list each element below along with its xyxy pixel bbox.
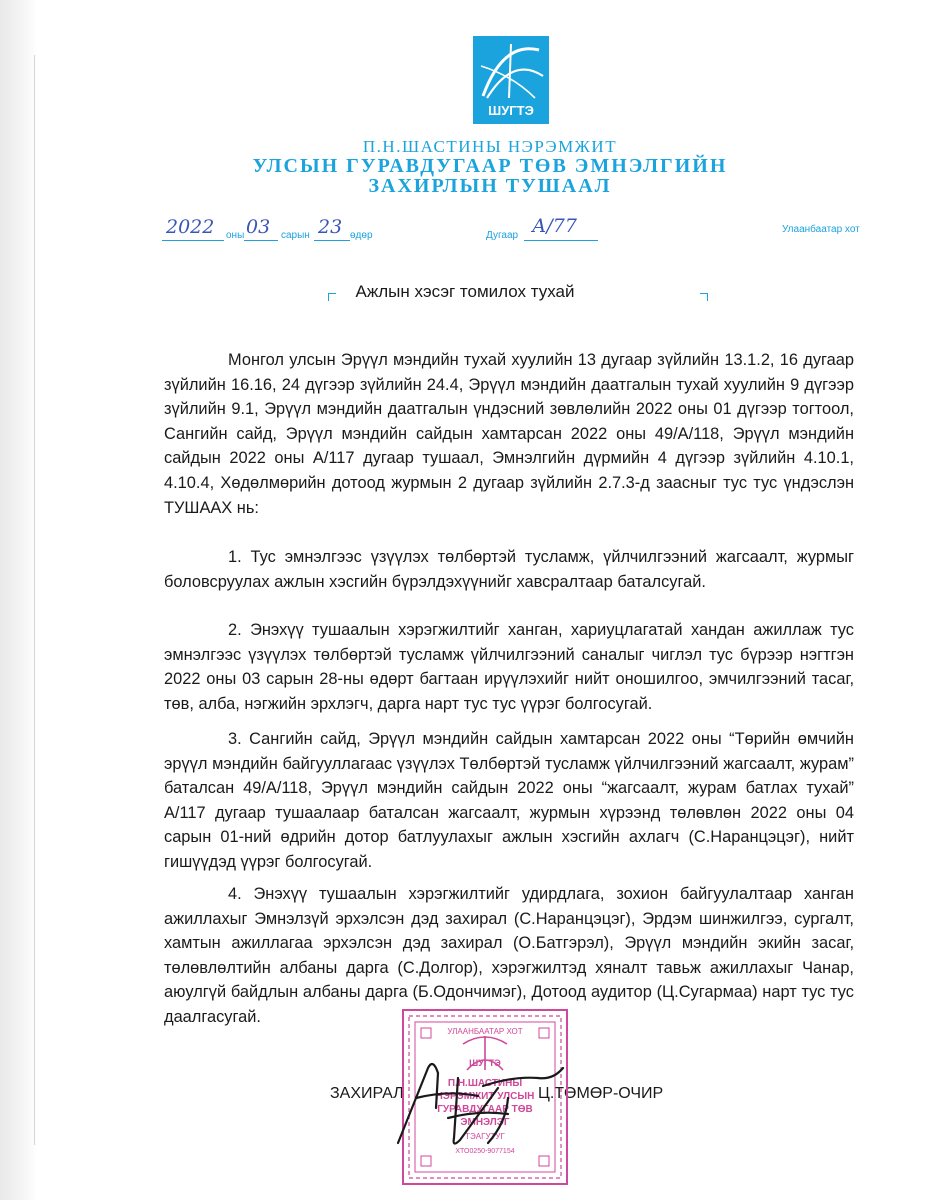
date-year: 2022: [166, 216, 215, 238]
order-item-1: 1. Тус эмнэлгээс үзүүлэх төлбөртэй тусламж, үйлчилгээний жагсаалт, журмыг боловсруулах ажлын хэсгийн бүрэлдэхүүнийг хавсралтаар баталсугай.: [164, 548, 854, 591]
stamp-line-5: ТЭАГУТУГ: [465, 1132, 505, 1141]
date-day: 23: [318, 216, 343, 238]
stamp-line-1: П.Н.ШАСТИНЫ: [447, 1078, 523, 1089]
stamp-line-4: ЭМНЭЛЭГ: [460, 1117, 510, 1128]
preamble-paragraph: Монгол улсын Эрүүл мэндийн тухай хуулийн 13 дугаар зүйлийн 13.1.2, 16 дугаар зүйлийн 16.16, 24 дүгээр зүйлийн 24.4, Эрүүл мэндийн даатгалын тухай хуулийн 9 дүгээр зүйлийн 9.1, Эрүүл мэндийн даатгалын үндэсний зөвлөлийн 2022 оны 01 дүгээр тогтоол, Сангийн сайд, Эрүүл мэндийн сайдын хамтарсан 2022 оны 49/А/118, Эрүүл мэндийн сайдын 2022 оны А/117 дугаар тушаал, Эмнэлгийн дүрмийн 4 дүгээр зүйлийн 4.10.1, 4.10.4, Хөдөлмөрийн дотоод журмын 2 дугаар зүйлийн 2.7.3-д заасныг тус тус үндэслэн ТУШААХ нь:: [164, 351, 854, 517]
hospital-logo-icon: [473, 36, 549, 124]
stamp-bottom: ХТО0250-9077154: [455, 1148, 515, 1155]
subject-title: Ажлын хэсэг томилох тухай: [355, 282, 575, 301]
scan-edge: [0, 0, 38, 1200]
order-item-2: 2. Энэхүү тушаалын хэрэгжилтийг ханган, хариуцлагатай хандан ажиллаж тус эмнэлгээс үзүүлэх төлбөртэй тусламж үйлчилгээний саналыг чиглэл тус бүрээр нэгтгэн 2022 оны 03 сарын 28-ны өдөрт багтаан ирүүлэхийг нийт оношилгоо, эмчилгээний тасаг, төв, алба, нэгжийн эрхлэгч, дарга нарт тус тус үүрэг болгосугай.: [164, 621, 854, 713]
handwritten-signature: [388, 1048, 568, 1158]
signature-title: ЗАХИРАЛ: [330, 1085, 404, 1102]
header-line-2: УЛСЫН ГУРАВДУГААР ТӨВ ЭМНЭЛГИЙН: [252, 155, 728, 177]
stamp-top: УЛААНБААТАР ХОТ: [447, 1027, 523, 1036]
header-line-3: ЗАХИРЛЫН ТУШААЛ: [368, 175, 612, 197]
order-item-3: 3. Сангийн сайд, Эрүүл мэндийн сайдын хамтарсан 2022 оны “Төрийн өмчийн эрүүл мэндийн байгууллагаас үзүүлэх Төлбөртэй тусламж үйлчилгээний жагсаалт, журам” баталсан 49/А/118, Эрүүл мэндийн сайдын 2022 оны “жагсаалт, журам батлах тухай” А/117 дугаар тушаалаар баталсан жагсаалт, журмын хүрээнд төлөвлөн 2022 оны 04 сарын 01-ний өдрийн дотор батлуулахыг ажлын хэсгийн ахлагч (С.Наранцэцэг), нийт гишүүдэд үүрэг болгосугай.: [164, 730, 854, 871]
date-month: 03: [246, 216, 271, 238]
stamp-line-3: ГУРАВДУГААР ТӨВ: [437, 1104, 533, 1115]
signature-name: Ц.ТӨМӨР-ОЧИР: [538, 1085, 664, 1102]
stamp-line-2: НЭРЭМЖИТ УЛСЫН: [435, 1091, 535, 1102]
date-day-suffix: өдөр: [350, 230, 373, 241]
order-label: Дугаар: [486, 230, 519, 241]
date-year-suffix: оны: [226, 230, 245, 241]
city: Улаанбаатар хот: [782, 224, 860, 235]
stamp-logo-text: ШУГТЭ: [469, 1058, 501, 1068]
subject-corner-right: [700, 293, 708, 301]
logo-text: ШУГТЭ: [488, 103, 534, 118]
order-number: А/77: [532, 215, 577, 237]
header-line-1: П.Н.ШАСТИНЫ НЭРЭМЖИТ: [362, 137, 618, 156]
date-month-suffix: сарын: [281, 230, 310, 241]
order-item-4: 4. Энэхүү тушаалын хэрэгжилтийг удирдлага, зохион байгуулалтаар ханган ажиллахыг Эмнэлзүй эрхэлсэн дэд захирал (С.Наранцэцэг), Эрдэм шинжилгээ, сургалт, хамтын ажиллагаа эрхэлсэн дэд захирал (О.Батгэрэл), Эрүүл мэндийн экийн засаг, төлөвлөлтийн албаны дарга (С.Долгор), хэрэгжилтэд хяналт тавьж ажиллахыг Чанар, аюулгүй байдлын албаны дарга (Б.Одончимэг), Дотоод аудитор (Ц.Сугармаа) нарт тус тус даалгасугай.: [164, 885, 854, 1026]
